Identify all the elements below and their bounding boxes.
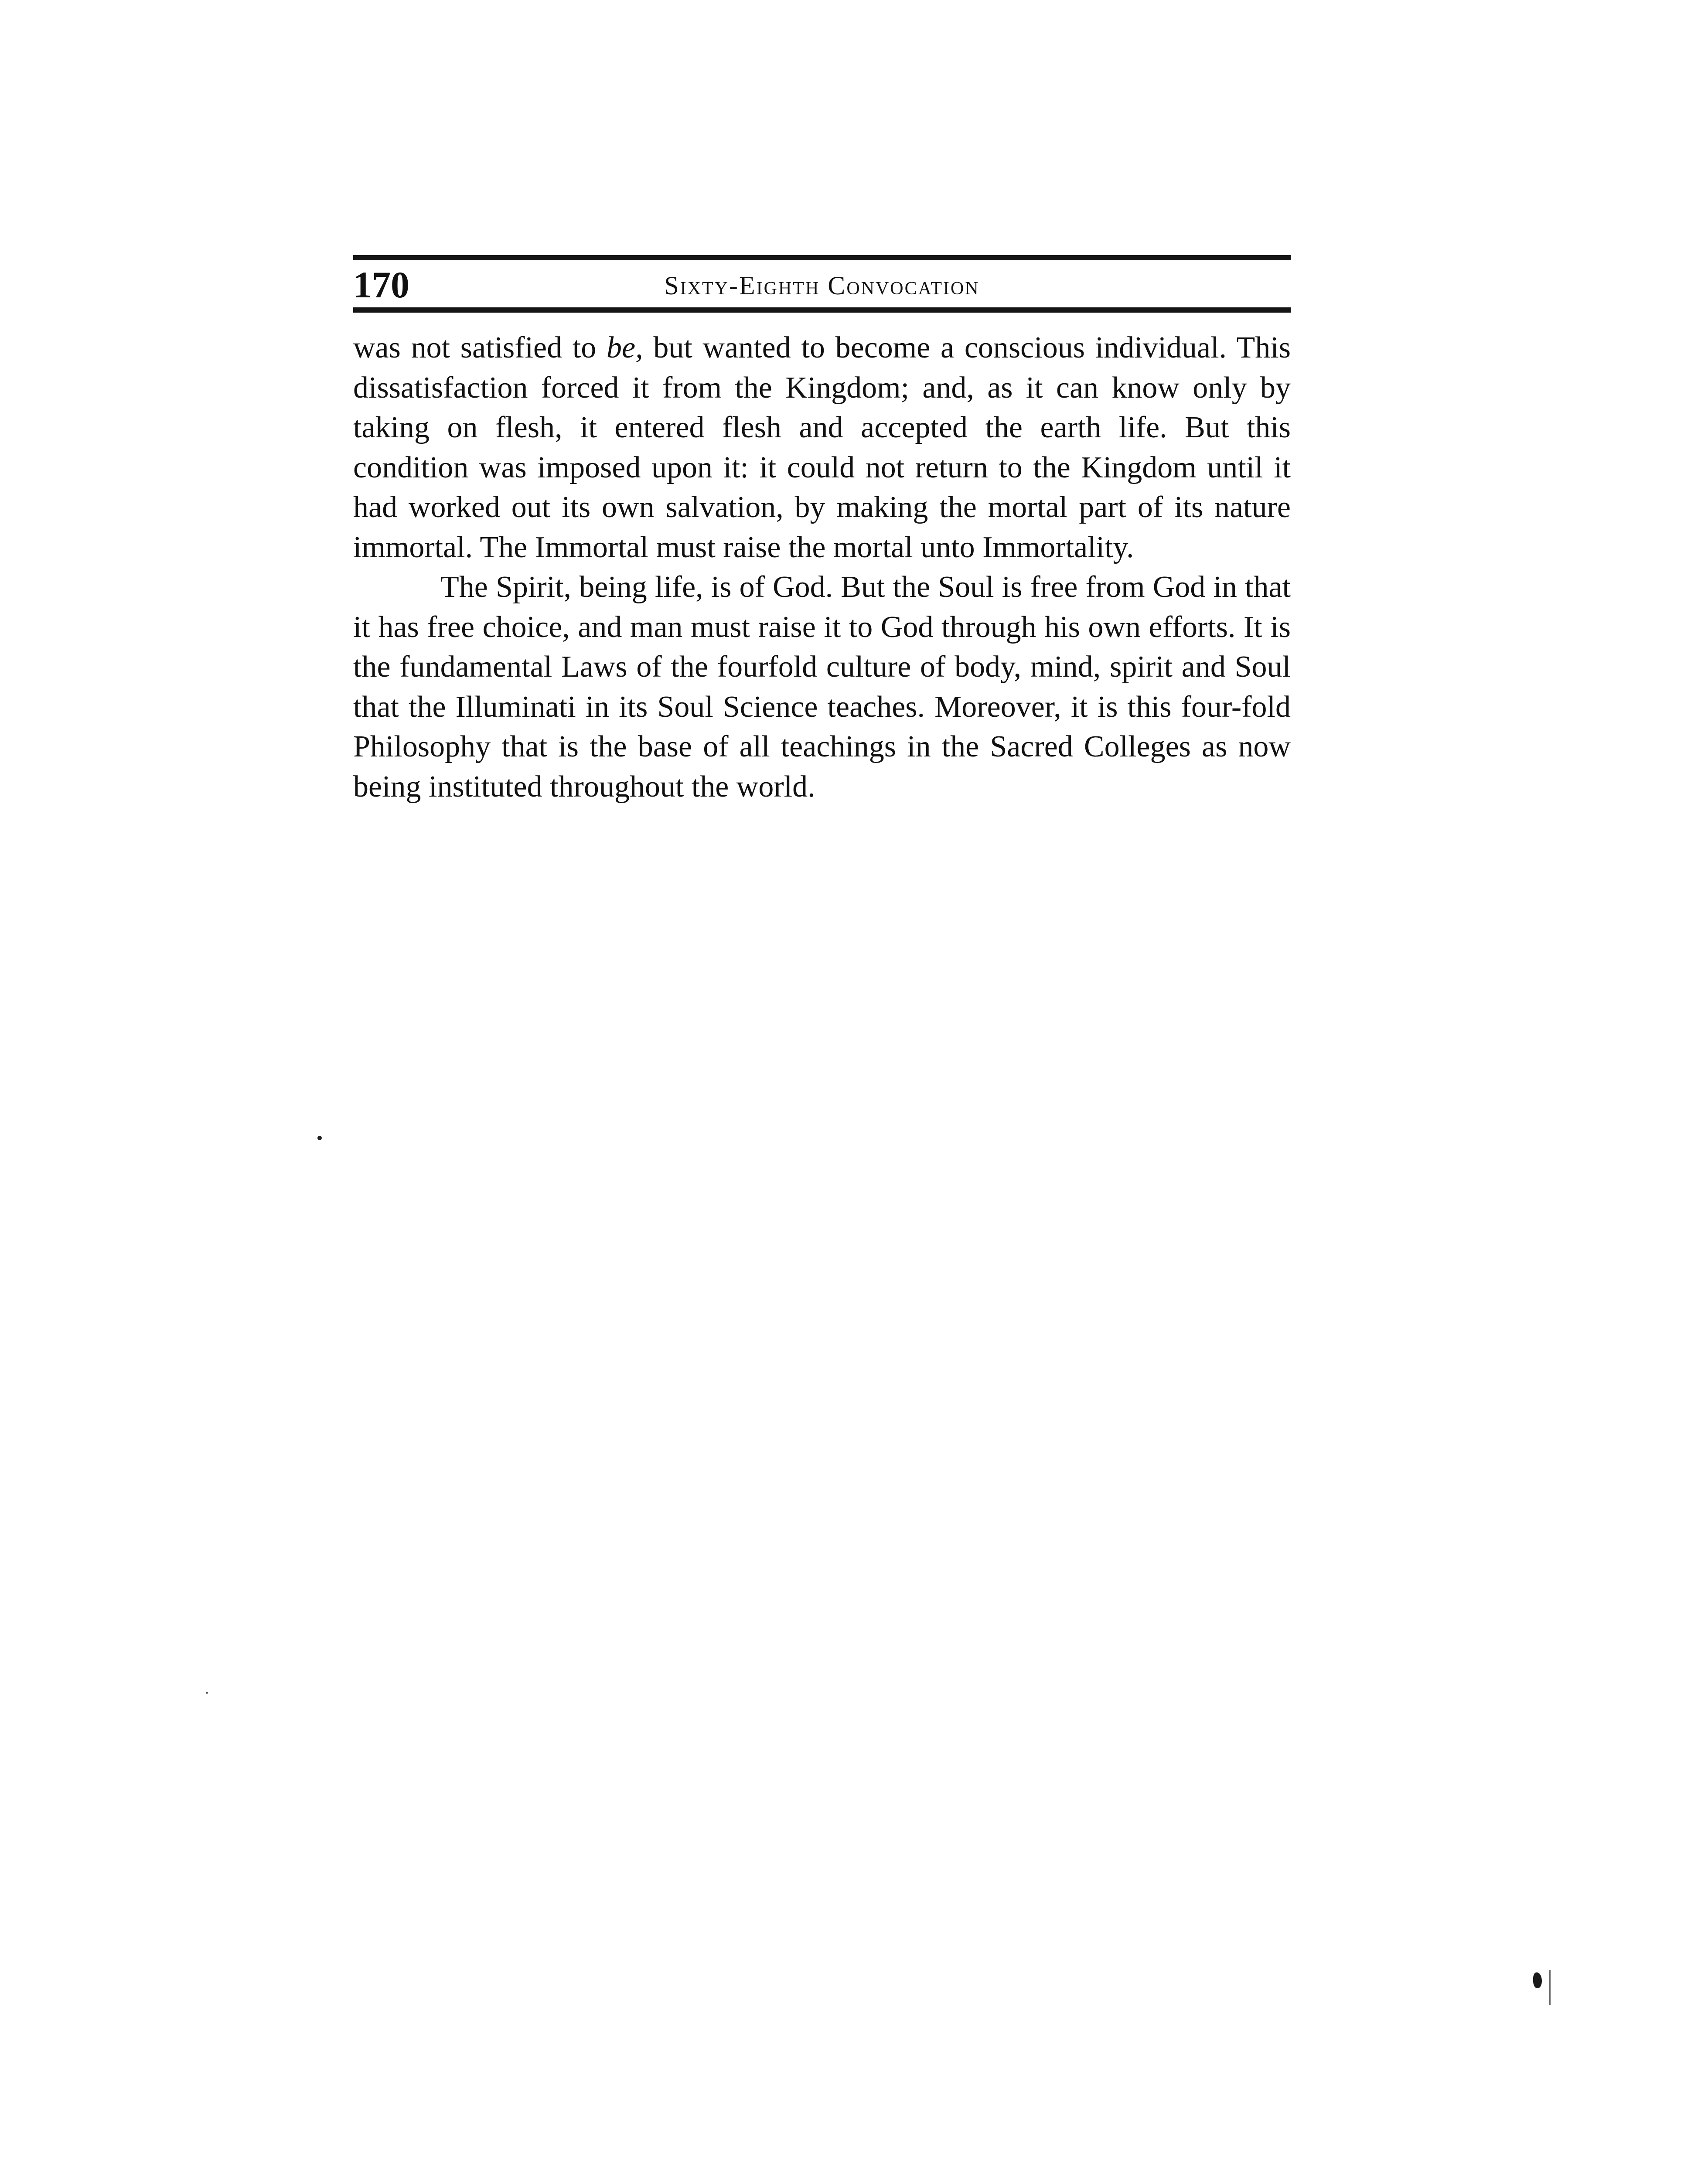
paragraph-1-emphasis: be, bbox=[607, 331, 643, 364]
paragraph-1 bbox=[353, 328, 1291, 567]
page-header bbox=[353, 255, 1291, 313]
paragraph-1-lead: was not satisfied to bbox=[353, 331, 607, 364]
header-rule-bottom bbox=[353, 307, 1291, 313]
paragraph-2: The Spirit, being life, is of God. But the Soul is free from God in that it has free choice, and man must raise it to God through his own efforts. It is the fundamental Laws of the fourfold culture of body, mind, spirit and Soul that the Illuminati in its Soul Science teaches. Moreover, it is this four-fold Philosophy that is the base of all teachings in the Sacred Colleges as now being instituted throughout the world. bbox=[353, 570, 1291, 804]
running-head: Sixty-Eighth Convocation bbox=[664, 271, 980, 300]
scan-speck bbox=[206, 1692, 208, 1694]
page-number: 170 bbox=[353, 264, 409, 306]
scan-edge-mark bbox=[1533, 1970, 1554, 2005]
scan-speck bbox=[317, 1136, 322, 1140]
scan-blot bbox=[1533, 1972, 1542, 1988]
body-text bbox=[353, 328, 1291, 807]
header-rule-top bbox=[353, 255, 1291, 260]
scan-edge-line bbox=[1549, 1970, 1551, 2005]
paragraph-1-rest: but wanted to become a conscious individual. This dissatisfaction forced it from the Kingdom; and, as it can know only by taking on flesh, it entered flesh and accepted the earth life. But this condition was imposed upon it: it could not return to the Kingdom until it had worked out its own salvation, by making the mortal part of its nature immortal. The Immortal must raise the mortal unto Immortality. bbox=[353, 331, 1291, 564]
